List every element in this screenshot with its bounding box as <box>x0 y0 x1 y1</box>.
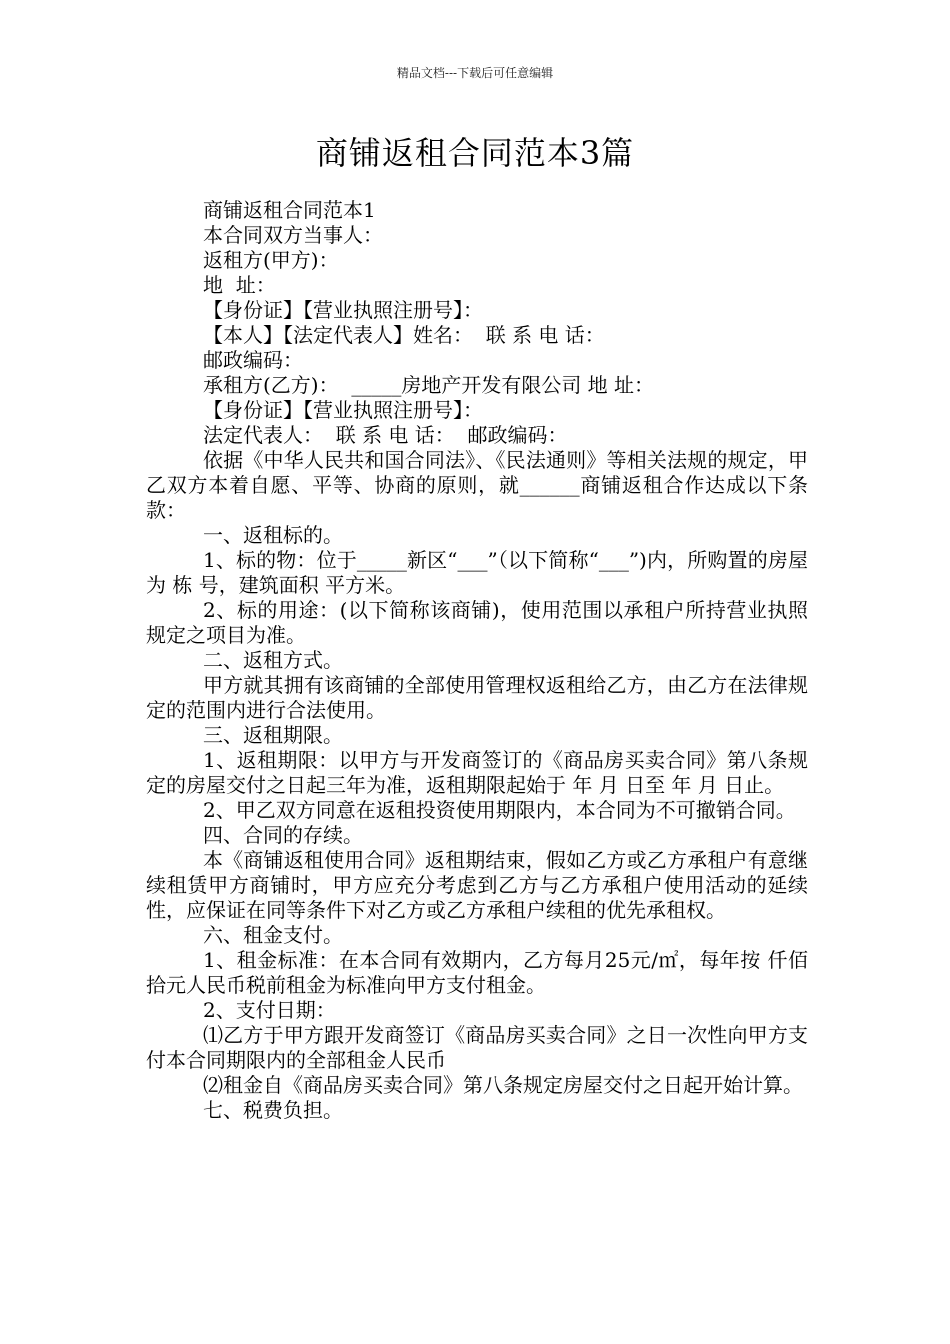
body-line: 【本人】【法定代表人】姓名： 联 系 电 话： <box>203 323 605 347</box>
clause-heading: 七、税费负担。 <box>203 1098 343 1122</box>
body-paragraph: 甲方就其拥有该商铺的全部使用管理权返租给乙方，由乙方在法律规定的范围内进行合法使用。 <box>146 673 808 722</box>
document-body <box>146 198 808 1123</box>
clause-heading: 四、合同的存续。 <box>203 823 363 847</box>
header-note: 精品文档---下载后可任意编辑 <box>396 66 554 80</box>
body-paragraph: ⑵租金自《商品房买卖合同》第八条规定房屋交付之日起开始计算。 <box>203 1073 803 1097</box>
body-line: 地 址： <box>203 273 276 297</box>
body-paragraph: 1、租金标准：在本合同有效期内，乙方每月25元/㎡，每年按 仟佰 拾元人民币税前租金为标准向甲方支付租金。 <box>146 948 808 997</box>
clause-heading: 三、返租期限。 <box>203 723 343 747</box>
clause-heading: 二、返租方式。 <box>203 648 343 672</box>
body-paragraph: 1、返租期限：以甲方与开发商签订的《商品房买卖合同》第八条规定的房屋交付之日起三年为准，返租期限起始于 年 月 日至 年 月 日止。 <box>146 748 808 797</box>
body-paragraph: 2、甲乙双方同意在返租投资使用期限内，本合同为不可撤销合同。 <box>203 798 796 822</box>
body-line: 承租方(乙方)： _____房地产开发有限公司 地 址： <box>203 373 655 397</box>
body-line: 【身份证】【营业执照注册号】： <box>203 398 483 422</box>
body-line: 法定代表人： 联 系 电 话： 邮政编码： <box>203 423 568 447</box>
body-line: 【身份证】【营业执照注册号】： <box>203 298 483 322</box>
body-line: 2、支付日期： <box>203 998 336 1022</box>
document-title: 商铺返租合同范本3篇 <box>315 134 635 172</box>
body-line: 邮政编码： <box>203 348 303 372</box>
body-line: 返租方(甲方)： <box>203 248 339 272</box>
body-paragraph: 1、标的物：位于_____新区“___”（以下简称“___”)内，所购置的房屋为 栋 号，建筑面积 平方米。 <box>146 548 808 597</box>
body-paragraph: 本《商铺返租使用合同》返租期结束，假如乙方或乙方承租户有意继续租赁甲方商铺时，甲方应充分考虑到乙方与乙方承租户使用活动的延续性，应保证在同等条件下对乙方或乙方承租户续租的优先承租权。 <box>146 848 808 922</box>
body-paragraph: 依据《中华人民共和国合同法》、《民法通则》等相关法规的规定，甲乙双方本着自愿、平等、协商的原则，就______商铺返租合作达成以下条款： <box>146 448 808 522</box>
body-line: 本合同双方当事人： <box>203 223 383 247</box>
body-paragraph: 2、标的用途：(以下简称该商铺)，使用范围以承租户所持营业执照规定之项目为准。 <box>146 598 808 647</box>
clause-heading: 一、返租标的。 <box>203 523 343 547</box>
section-heading: 商铺返租合同范本1 <box>203 198 376 222</box>
clause-heading: 六、租金支付。 <box>203 923 343 947</box>
body-paragraph: ⑴乙方于甲方跟开发商签订《商品房买卖合同》之日一次性向甲方支付本合同期限内的全部租金人民币 <box>146 1023 808 1072</box>
